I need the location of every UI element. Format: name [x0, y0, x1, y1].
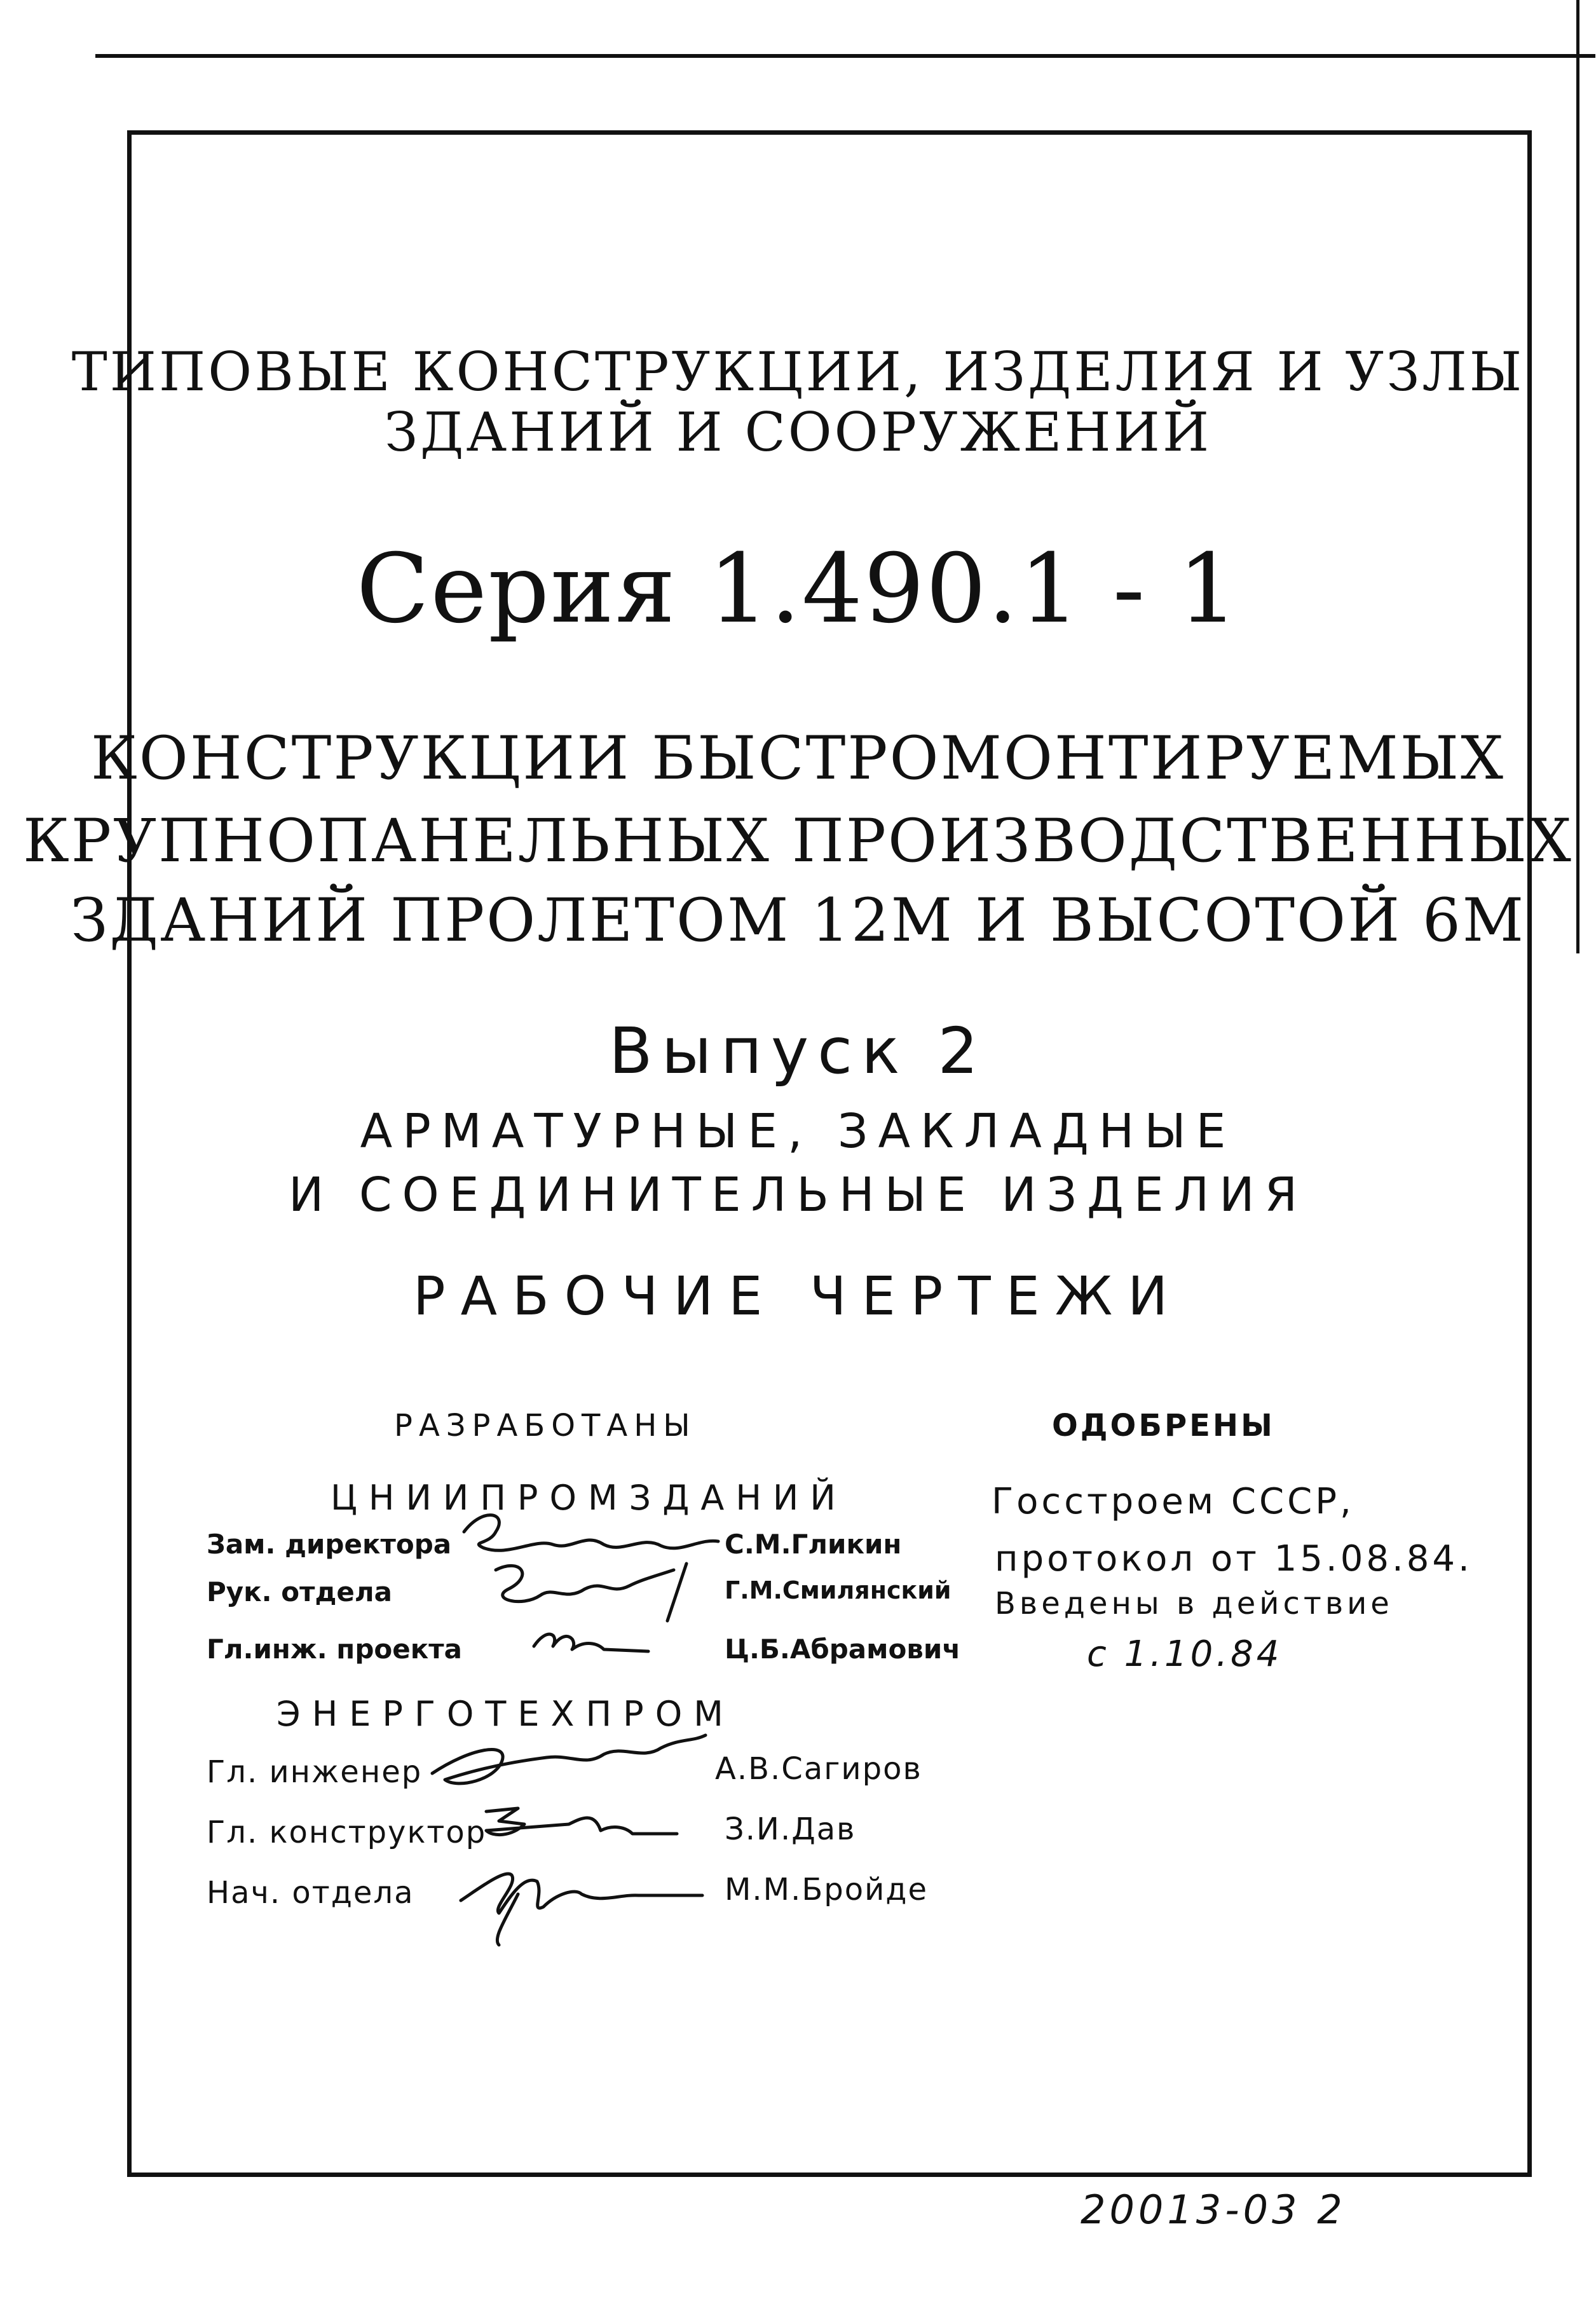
series-number: Серия 1.490.1 - 1 — [356, 534, 1240, 645]
approved-heading: ОДОБРЕНЫ — [1052, 1408, 1275, 1443]
org1-person-3: Ц.Б.Абрамович — [725, 1634, 961, 1665]
issue-sub-2: И СОЕДИНИТЕЛЬНЫЕ ИЗДЕЛИЯ — [288, 1168, 1308, 1222]
doc-type: РАБОЧИЕ ЧЕРТЕЖИ — [413, 1265, 1183, 1327]
developed-heading: РАЗРАБОТАНЫ — [394, 1408, 697, 1443]
org1-role-1: Зам. директора — [207, 1529, 452, 1560]
org2-person-3: М.М.Бройде — [725, 1872, 929, 1907]
org1-person-1: С.М.Гликин — [725, 1529, 902, 1560]
org1-person-2: Г.М.Смилянский — [725, 1576, 951, 1604]
approved-line-3: Введены в действие — [995, 1586, 1393, 1621]
title-line-2: КРУПНОПАНЕЛЬНЫХ ПРОИЗВОДСТВЕННЫХ — [23, 807, 1573, 876]
org2-role-1: Гл. инженер — [207, 1754, 423, 1790]
title-line-1: КОНСТРУКЦИИ БЫСТРОМОНТИРУЕМЫХ — [90, 724, 1506, 793]
signature-4 — [419, 1729, 712, 1799]
signature-5 — [474, 1799, 690, 1850]
signature-3 — [528, 1621, 655, 1659]
signature-6 — [454, 1856, 709, 1951]
signature-2 — [483, 1557, 699, 1627]
approved-line-2: протокол от 15.08.84. — [995, 1538, 1473, 1579]
signature-1 — [458, 1506, 725, 1564]
header-line-2: ЗДАНИЙ И СООРУЖЕНИЙ — [384, 401, 1212, 463]
org2-role-3: Нач. отдела — [207, 1875, 414, 1911]
document-number: 20013-03 2 — [1081, 2186, 1346, 2233]
org1-role-2: Рук. отдела — [207, 1576, 392, 1607]
top-rule — [95, 54, 1595, 58]
org2-name: ЭНЕРГОТЕХПРОМ — [276, 1694, 735, 1734]
issue-label: Выпуск 2 — [609, 1014, 987, 1088]
header-line-1: ТИПОВЫЕ КОНСТРУКЦИИ, ИЗДЕЛИЯ И УЗЛЫ — [71, 341, 1525, 403]
org2-person-1: А.В.Сагиров — [715, 1751, 922, 1787]
title-line-3: ЗДАНИЙ ПРОЛЕТОМ 12М И ВЫСОТОЙ 6М — [70, 886, 1526, 955]
org1-name: ЦНИИПРОМЗДАНИЙ — [331, 1478, 847, 1518]
org1-role-3: Гл.инж. проекта — [207, 1634, 462, 1665]
approved-line-4: с 1.10.84 — [1087, 1634, 1283, 1675]
org2-person-2: З.И.Дав — [725, 1811, 856, 1847]
approved-line-1: Госстроем СССР, — [992, 1481, 1354, 1522]
org2-role-2: Гл. конструктор — [207, 1815, 487, 1850]
issue-sub-1: АРМАТУРНЫЕ, ЗАКЛАДНЫЕ — [360, 1104, 1236, 1159]
